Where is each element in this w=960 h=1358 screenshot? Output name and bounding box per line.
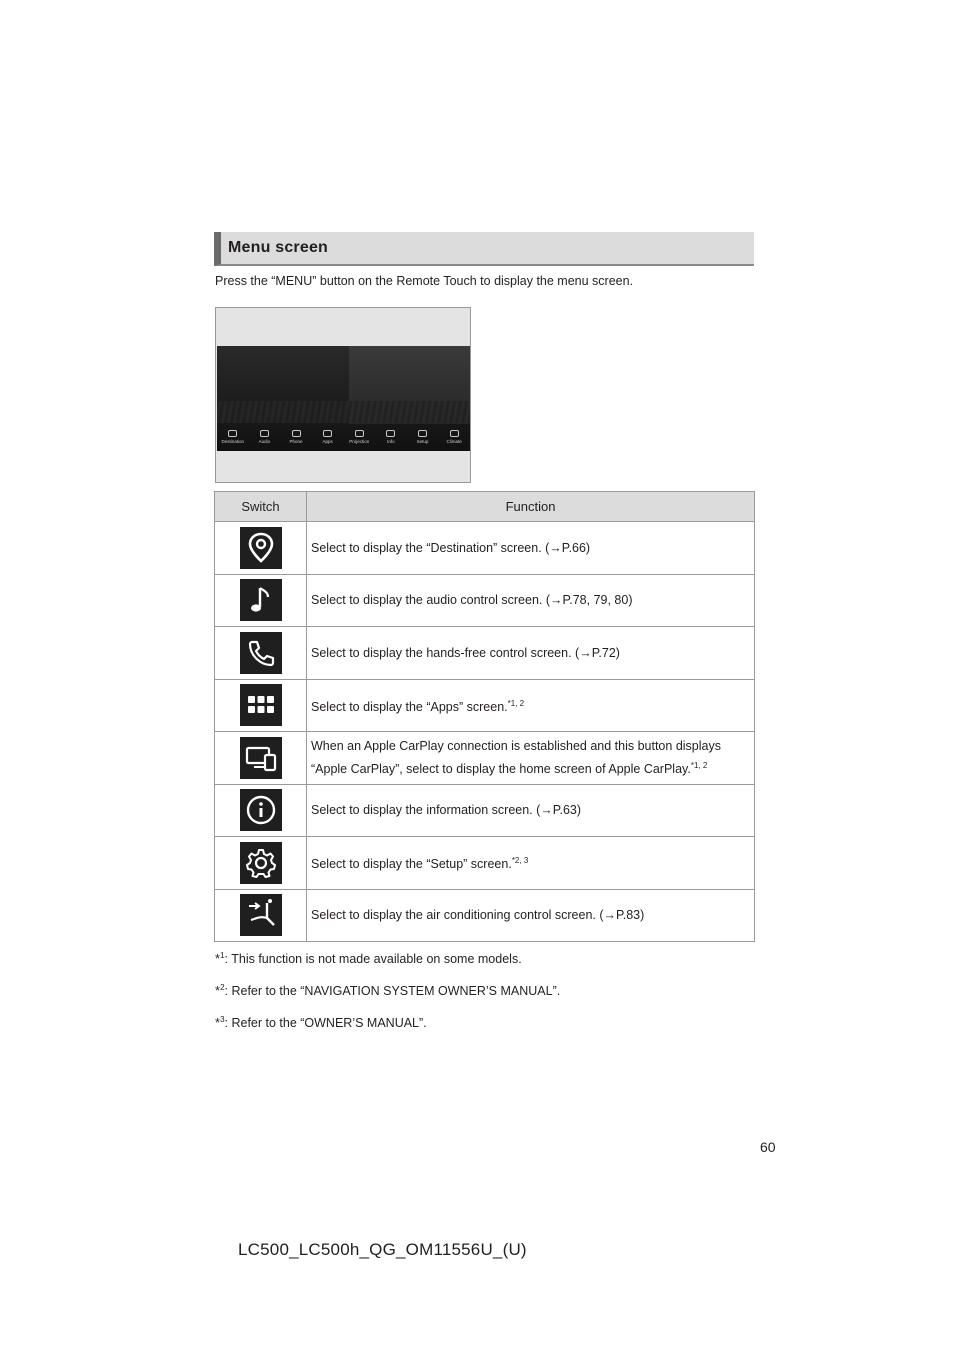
table-row [215,627,755,680]
intro-text: Press the “MENU” button on the Remote Touch to display the menu screen. [215,274,634,288]
phone-icon [240,632,282,674]
menu-item-phone: Phone [281,430,311,444]
header-function: Function [307,492,755,522]
music-note-icon [240,579,282,621]
menu-item-setup: Setup [408,430,438,444]
page-number: 60 [760,1139,776,1155]
switch-function-table [214,491,755,942]
gear-icon [240,842,282,884]
table-row [215,732,755,785]
footnote-ref: *1, 2 [690,761,708,771]
header-switch: Switch [215,492,307,522]
footnote-ref: *2, 3 [511,856,529,866]
footnotes [215,951,560,1047]
table-row [215,679,755,732]
menu-item-projection: Projection [344,430,374,444]
info-icon [240,789,282,831]
section-title: Menu screen [228,239,329,256]
footnote-item: *$^3$: Refer to the “OWNER’S MANUAL”. [215,1015,427,1031]
table-row [215,784,755,837]
menu-screen-image [215,307,471,483]
climate-seat-icon [240,894,282,936]
row-text: Select to display the “Apps” screen. [311,699,508,714]
destination-pin-icon [240,527,282,569]
row-text: Select to display the “Setup” screen. [311,857,512,872]
table-row [215,522,755,575]
row-text: Select to display the “Destination” screen. (→P.66) [311,540,591,555]
table-row [215,574,755,627]
document-code: LC500_LC500h_QG_OM11556U_(U) [238,1240,527,1259]
row-text: Select to display the air conditioning control screen. (→P.83) [311,908,645,923]
menu-bar [217,423,470,451]
section-header [214,232,754,266]
menu-item-climate: Climate [439,430,469,444]
menu-item-destination: Destination [218,430,248,444]
table-row [215,889,755,942]
footnote-item: *$^2$: Refer to the “NAVIGATION SYSTEM OWNER’S MANUAL”. [215,983,561,999]
menu-item-audio: Audio [249,430,279,444]
menu-item-info: Info [376,430,406,444]
projection-icon [240,737,282,779]
table-row [215,837,755,890]
row-text: Select to display the audio control screen. (→P.78, 79, 80) [311,593,633,608]
row-text: When an Apple CarPlay connection is established and this button displays “Apple CarPlay”, select to display the home screen of Apple CarPlay. [311,739,721,777]
footnote-ref: *1, 2 [507,698,525,708]
apps-grid-icon [240,684,282,726]
footnote-item: *$^1$: This function is not made available on some models. [215,951,522,967]
menu-screen-display [217,346,470,451]
row-text: Select to display the information screen. (→P.63) [311,803,582,818]
menu-item-apps: Apps [313,430,343,444]
row-text: Select to display the hands-free control screen. (→P.72) [311,645,620,660]
